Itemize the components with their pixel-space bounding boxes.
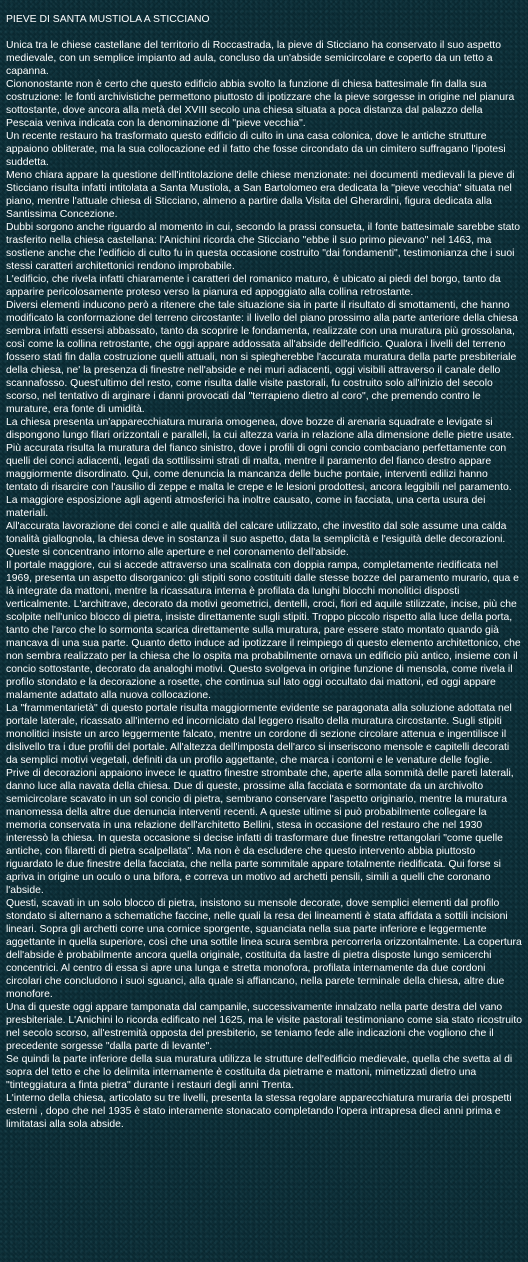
- article-paragraph: Se quindi la parte inferiore della sua muratura utilizza le strutture dell'edificio medievale, quella che svetta al di sopra del tetto e che lo delimita internamente è costituita da pietrame e mattoni, mimetizzati dietro una "tinteggiatura a finta pietra" durante i restauri degli anni Trenta.: [6, 1054, 513, 1091]
- article-paragraph: La "frammentarietà" di questo portale risulta maggiormente evidente se paragonata alla soluzione adottata nel portale laterale, ricassato all'interno ed incorniciato dal leggero risalto della muratura circostante. Sugli stipiti monolitici insiste un arco leggermente falcato, mentre un cordone di sezione circolare attenua e ingentilisce il dislivello tra i due profili del portale. All'altezza dell'imposta dell'arco si inseriscono mensole e capitelli decorati da semplici motivi vegetali, definiti da un profilo aggettante, che marca i contorni e le venature delle foglie.: [6, 703, 512, 766]
- article-paragraph: Un recente restauro ha trasformato questo edificio di culto in una casa colonica, dove le antiche strutture appaiono obliterate, ma la sua collocazione ed il fatto che fosse circondato da un cimitero suffragano l'ipotesi suddetta.: [6, 131, 506, 168]
- article-paragraph: Diversi elementi inducono però a ritenere che tale situazione sia in parte il risultato di smottamenti, che hanno modificato la conformazione del terreno circostante: il livello del piano prossimo alla parte anteriore della chiesa sembra infatti essersi abbassato, tanto da scoprire le fondamenta, realizzate con una muratura più grossolana, così come la collina retrostante, che oggi appare addossata all'abside dell'edificio. Qualora i livelli del terreno fossero stati fin dalla costruzione quelli attuali, non si spiegherebbe l'accurata muratura della parte presbiteriale della chiesa, ne' la presenza di finestre nell'abside e nei muri adiacenti, oggi visibili attraverso il canale dello scannafosso. Quest'ultimo del resto, come risulta dalle visite pastorali, fu costruito solo all'inizio del secolo scorso, nel tentativo di arginare i danni provocati dal "terrapieno dietro al coro", che premendo contro le murature, era fonte di umidità.: [6, 300, 518, 415]
- article-paragraph: L'edificio, che rivela infatti chiaramente i caratteri del romanico maturo, è ubicato ai piedi del borgo, tanto da apparire pericolosamente proteso verso la pianura ed appoggiato alla collina retrostante.: [6, 274, 501, 298]
- article-paragraph: All'accurata lavorazione dei conci e alle qualità del calcare utilizzato, che investito dal sole assume una calda tonalità giallognola, la chiesa deve in sostanza il suo aspetto, data la semplicità e l'esiguità delle decorazioni.: [6, 521, 507, 545]
- article-paragraph: Meno chiara appare la questione dell'intitolazione delle chiese menzionate: nei documenti medievali la pieve di Sticciano risulta infatti intitolata a Santa Mustiola, a San Bartolomeo era dedicata la "pieve vecchia" situata nel piano, mentre l'attuale chiesa di Sticciano, almeno a partire dalla Visita del Gherardini, figura dedicata alla Santissima Concezione.: [6, 170, 515, 220]
- article-paragraph: Dubbi sorgono anche riguardo al momento in cui, secondo la prassi consueta, il fonte battesimale sarebbe stato trasferito nella chiesa castellana: l'Anichini ricorda che Sticciano "ebbe il suo primo pievano" nel 1463, ma sostiene anche che l'edificio di culto fu in questa occasione costruito "dai fondamenti", testimonianza che i suoi stessi caratteri architettonici rendono improbabile.: [6, 222, 521, 272]
- page-title: PIEVE DI SANTA MUSTIOLA A STICCIANO: [6, 14, 210, 25]
- article-paragraph: Questi, scavati in un solo blocco di pietra, insistono su mensole decorate, dove semplici elementi dal profilo stondato si alternano a schematiche faccine, nelle quali la resa dei lineamenti è stata affidata a sottili incisioni lineari. Sopra gli archetti corre una cornice sporgente, sguanciata nella sua parte inferiore e leggermente aggettante in quella superiore, così che una sottile linea scura sembra percorrerla orizzontalmente. La copertura dell'abside è probabilmente ancora quella originale, costituita da lastre di pietra disposte lungo semicerchi concentrici. Al centro di essa si apre una lunga e stretta monofora, profilata internamente da due cordoni circolari che concludono i suoi sguanci, alla quale si affiancano, nella parete terminale della chiesa, altre due monofore.: [6, 898, 522, 1000]
- article-paragraph: Una di queste oggi appare tamponata dal campanile, successivamente innalzato nella parte destra del vano presbiteriale. L'Anichini lo ricorda edificato nel 1625, ma le visite pastorali testimoniano come sia stato ricostruito nel secolo scorso, all'estremità opposta del presbiterio, se teniamo fede alle indicazioni che vogliono che il precedente sorgesse "dalla parte di levante".: [6, 1002, 522, 1052]
- article-paragraph: La chiesa presenta un'apparecchiatura muraria omogenea, dove bozze di arenaria squadrate e levigate si dispongono lungo filari orizzontali e paralleli, la cui altezza varia in relazione alla dimensione delle pietre usate. Più accurata risulta la muratura del fianco sinistro, dove i profili di ogni concio combaciano perfettamente con quelli dei conci adiacenti, legati da sottilissimi strati di malta, mentre il paramento del fianco destro appare maggiormente disordinato. Qui, come denuncia la mancanza delle buche pontaie, interventi edilizi hanno tentato di risarcire con l'ausilio di zeppe e malta le crepe e le lesioni prodottesi, ancora leggibili nel paramento. La maggiore esposizione agli agenti atmosferici ha inoltre causato, come in facciata, una certa usura dei materiali.: [6, 417, 515, 519]
- article-paragraph: Queste si concentrano intorno alle aperture e nel coronamento dell'abside.: [6, 547, 349, 558]
- article-paragraph: Unica tra le chiese castellane del territorio di Roccastrada, la pieve di Sticciano ha conservato il suo aspetto medievale, con un semplice impianto ad aula, concluso da un'abside semicircolare e coperto da un tetto a capanna.: [6, 40, 501, 77]
- article-paragraph: Il portale maggiore, cui si accede attraverso una scalinata con doppia rampa, completamente riedificata nel 1969, presenta un aspetto disorganico: gli stipiti sono costituiti dalle stesse bozze del paramento murario, qua e là integrate da mattoni, mentre la ricassatura interna è profilata da lunghi blocchi monolitici disposti verticalmente. L'architrave, decorato da motivi geometrici, dentelli, croci, fiori ed aquile stilizzate, incise, più che scolpite nell'unico blocco di pietra, insiste direttamente sugli stipiti. Troppo piccolo rispetto alla luce della porta, tanto che l'arco che lo sormonta scarica direttamente sulla muratura, pare essere stato montato quando già mancava di una sua parte. Quanto detto induce ad ipotizzare il reimpiego di questo elemento architettonico, che non sembra realizzato per la chiesa che lo ospita ma probabilmente ornava un edificio più antico, insieme con il concio sottostante, decorato da analoghi motivi. Questo svolgeva in origine funzione di mensola, come rivela il profilo stondato e la decorazione a rosette, che continua sul lato oggi occultato dai mattoni, ed oggi appare malamente adattato alla nuova collocazione.: [6, 560, 521, 701]
- article-body: [6, 39, 522, 1131]
- article-paragraph: Ciononostante non è certo che questo edificio abbia svolto la funzione di chiesa battesimale fin dalla sua costruzione: le fonti archivistiche permettono piuttosto di ipotizzare che la pieve sorgesse in origine nel pianura sottostante, dove ancora alla metà del XVIII secolo una chiesa situata a poca distanza dal palazzo della Pescaia veniva indicata con la denominazione di "pieve vecchia".: [6, 79, 515, 129]
- article-paragraph: L'interno della chiesa, articolato su tre livelli, presenta la stessa regolare apparecchiatura muraria dei prospetti esterni , dopo che nel 1935 è stato interamente stonacato completando l'opera intrapresa dieci anni prima e limitatasi alla sola abside.: [6, 1093, 512, 1130]
- article-paragraph: Prive di decorazioni appaiono invece le quattro finestre strombate che, aperte alla sommità delle pareti laterali, danno luce alla navata della chiesa. Due di queste, prossime alla facciata e sormontate da un archivolto semicircolare scavato in un sol concio di pietra, sembrano conservare l'aspetto originario, mentre la muratura manomessa della altre due denuncia interventi recenti. A queste ultime si può probabilmente collegare la memoria conservata in una relazione dell'architetto Bellini, stesa in occasione del restauro che nel 1930 interessò la chiesa. In questa occasione si decise infatti di trasformare due finestre rettangolari "come quelle antiche, con filaretti di pietra scalpellata". Ma non è da escludere che questo intervento abbia piuttosto riguardato le due finestre della facciata, che nella parte sommitale appare totalmente riedificata. Qui forse si apriva in origine un oculo o una bifora, e correva un motivo ad archetti pensili, simili a quelli che coronano l'abside.: [6, 768, 514, 896]
